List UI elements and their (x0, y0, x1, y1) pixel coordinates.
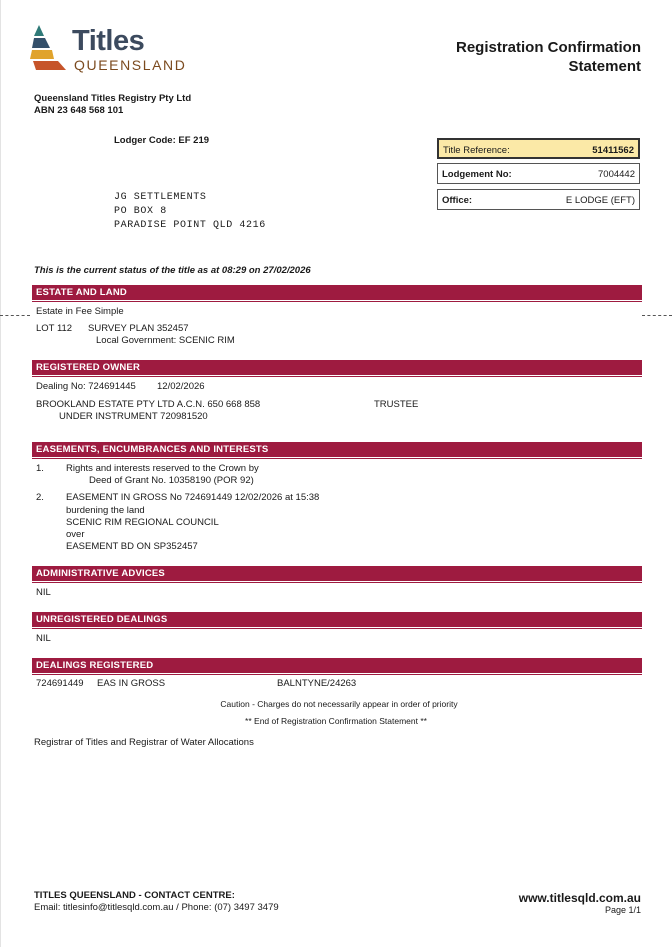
section-rule (32, 458, 642, 459)
logo-title: Titles (72, 25, 145, 57)
local-government: Local Government: SCENIC RIM (96, 335, 235, 346)
section-rule (32, 301, 642, 302)
margin-mark-right (642, 315, 672, 316)
page-edge (0, 0, 1, 947)
easement-item-1-line-2: Deed of Grant No. 10358190 (POR 92) (89, 475, 254, 486)
easement-item-1-number: 1. (36, 463, 44, 474)
owner-capacity: TRUSTEE (374, 399, 419, 410)
lodgement-number-box (437, 163, 640, 184)
owner-dealing-date: 12/02/2026 (157, 381, 205, 392)
dealing-number: 724691449 (36, 678, 84, 689)
registry-name: Queensland Titles Registry Pty Ltd (34, 93, 192, 104)
owner-name: BROOKLAND ESTATE PTY LTD A.C.N. 650 668 858 (36, 399, 261, 410)
margin-mark-left (0, 315, 30, 316)
address-line-2: PO BOX 8 (114, 206, 167, 217)
section-rule (32, 628, 642, 629)
footer-website-link[interactable]: www.titlesqld.com.au (518, 891, 641, 905)
title-reference-value: 51411562 (592, 145, 634, 156)
easement-item-2-line-3: SCENIC RIM REGIONAL COUNCIL (66, 517, 219, 528)
end-of-statement-note: ** End of Registration Confirmation Statement ** (245, 716, 427, 726)
address-line-3: PARADISE POINT QLD 4216 (114, 220, 266, 231)
footer-contact-details: Email: titlesinfo@titlesqld.com.au / Phone: (07) 3497 3479 (34, 902, 279, 913)
section-header-dealings: DEALINGS REGISTERED (32, 658, 642, 673)
address-line-1: JG SETTLEMENTS (114, 192, 207, 203)
easement-item-2-line-5: EASEMENT BD ON SP352457 (66, 541, 198, 552)
office-label: Office: (442, 195, 473, 206)
logo-subtitle: QUEENSLAND (74, 57, 187, 73)
owner-dealing-number: Dealing No: 724691445 (36, 381, 136, 392)
status-line: This is the current status of the title as at 08:29 on 27/02/2026 (34, 265, 311, 276)
lodger-code: Lodger Code: EF 219 (114, 135, 210, 146)
registry-abn: ABN 23 648 568 101 (34, 105, 124, 116)
section-rule (32, 674, 642, 675)
footer-page-number: Page 1/1 (604, 905, 641, 915)
easement-item-2-line-4: over (66, 529, 85, 540)
lodgement-number-label: Lodgement No: (442, 169, 512, 180)
registrar-title: Registrar of Titles and Registrar of Water Allocations (34, 737, 254, 748)
dealing-lodger: BALNTYNE/24263 (277, 678, 357, 689)
lodgement-number-value: 7004442 (598, 169, 635, 180)
section-rule (32, 582, 642, 583)
survey-plan: SURVEY PLAN 352457 (88, 323, 189, 334)
title-reference-box (437, 138, 640, 159)
office-value: E LODGE (EFT) (565, 195, 635, 206)
caution-note: Caution - Charges do not necessarily appear in order of priority (220, 699, 458, 709)
lot-number: LOT 112 (36, 323, 73, 334)
section-header-owner: REGISTERED OWNER (32, 360, 642, 375)
section-header-estate: ESTATE AND LAND (32, 285, 642, 300)
document-title-line2: Statement (568, 58, 641, 75)
logo-mark-icon (30, 25, 70, 80)
owner-instrument: UNDER INSTRUMENT 720981520 (59, 411, 208, 422)
section-header-unregistered: UNREGISTERED DEALINGS (32, 612, 642, 627)
estate-type: Estate in Fee Simple (36, 306, 124, 317)
administrative-value: NIL (36, 587, 51, 598)
section-header-administrative: ADMINISTRATIVE ADVICES (32, 566, 642, 581)
section-rule (32, 376, 642, 377)
office-box (437, 189, 640, 210)
dealing-type: EAS IN GROSS (97, 678, 166, 689)
footer-contact-title: TITLES QUEENSLAND - CONTACT CENTRE: (34, 890, 235, 901)
section-header-easements: EASEMENTS, ENCUMBRANCES AND INTERESTS (32, 442, 642, 457)
easement-item-2-line-2: burdening the land (66, 505, 145, 516)
document-title (381, 38, 641, 76)
title-reference-label: Title Reference: (443, 145, 510, 156)
easement-item-1-line-1: Rights and interests reserved to the Crown by (66, 463, 259, 474)
easement-item-2-number: 2. (36, 492, 44, 503)
document-title-line1: Registration Confirmation (455, 39, 641, 56)
unregistered-value: NIL (36, 633, 51, 644)
easement-item-2-line-1: EASEMENT IN GROSS No 724691449 12/02/2026 at 15:38 (66, 492, 320, 503)
